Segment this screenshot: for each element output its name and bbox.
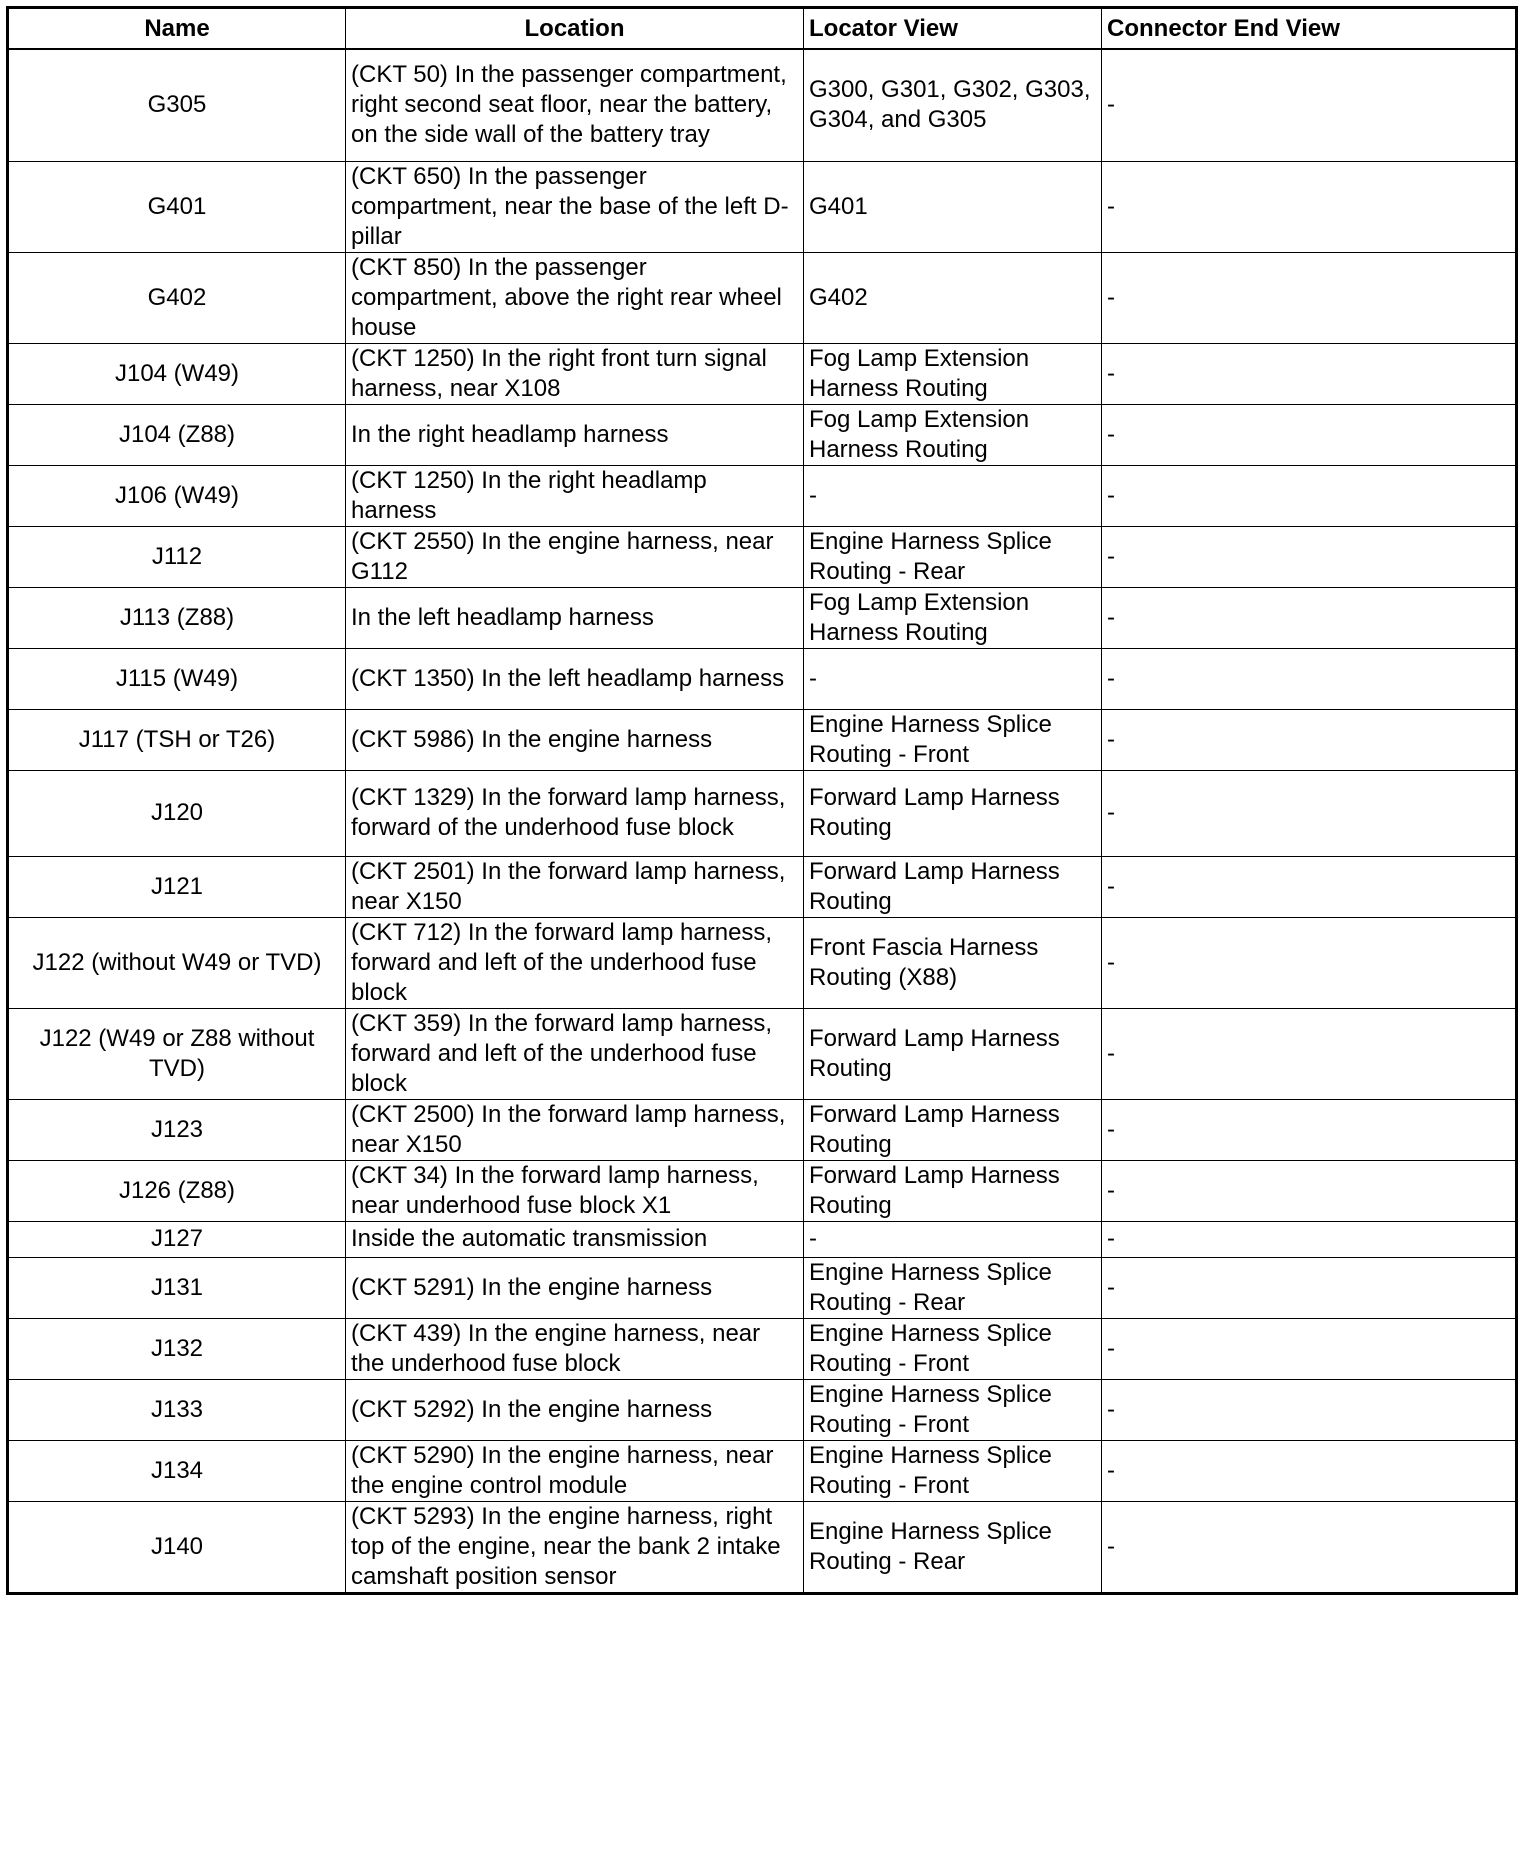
cell-locator-view: - [804, 1221, 1102, 1257]
cell-name: J115 (W49) [8, 648, 346, 709]
table-row [8, 1318, 1517, 1379]
cell-connector-end-view: - [1102, 709, 1517, 770]
table-row [8, 1440, 1517, 1501]
cell-name: J127 [8, 1221, 346, 1257]
cell-connector-end-view: - [1102, 1257, 1517, 1318]
cell-name: J117 (TSH or T26) [8, 709, 346, 770]
cell-locator-view: Fog Lamp Extension Harness Routing [804, 404, 1102, 465]
cell-locator-view: Engine Harness Splice Routing - Rear [804, 526, 1102, 587]
table-row [8, 1379, 1517, 1440]
cell-name: J131 [8, 1257, 346, 1318]
column-header-location: Location [346, 8, 804, 50]
cell-connector-end-view: - [1102, 252, 1517, 343]
cell-connector-end-view: - [1102, 1160, 1517, 1221]
column-header-name: Name [8, 8, 346, 50]
cell-name: J120 [8, 770, 346, 856]
cell-location: (CKT 2500) In the forward lamp harness, near X150 [346, 1099, 804, 1160]
cell-locator-view: Engine Harness Splice Routing - Rear [804, 1257, 1102, 1318]
cell-location: Inside the automatic transmission [346, 1221, 804, 1257]
cell-location: (CKT 5290) In the engine harness, near the engine control module [346, 1440, 804, 1501]
cell-location: In the right headlamp harness [346, 404, 804, 465]
cell-location: (CKT 50) In the passenger compartment, right second seat floor, near the battery, on the side wall of the battery tray [346, 49, 804, 161]
cell-name: J104 (Z88) [8, 404, 346, 465]
cell-locator-view: Forward Lamp Harness Routing [804, 1099, 1102, 1160]
cell-location: (CKT 5986) In the engine harness [346, 709, 804, 770]
cell-locator-view: G402 [804, 252, 1102, 343]
column-header-locator-view: Locator View [804, 8, 1102, 50]
cell-connector-end-view: - [1102, 1318, 1517, 1379]
table-row [8, 709, 1517, 770]
cell-locator-view: Engine Harness Splice Routing - Front [804, 709, 1102, 770]
cell-connector-end-view: - [1102, 1501, 1517, 1593]
table-row [8, 770, 1517, 856]
cell-name: G305 [8, 49, 346, 161]
cell-connector-end-view: - [1102, 1379, 1517, 1440]
cell-location: (CKT 359) In the forward lamp harness, forward and left of the underhood fuse block [346, 1008, 804, 1099]
cell-name: J121 [8, 856, 346, 917]
table-row [8, 1160, 1517, 1221]
cell-locator-view: Forward Lamp Harness Routing [804, 1008, 1102, 1099]
cell-name: J126 (Z88) [8, 1160, 346, 1221]
table-row [8, 917, 1517, 1008]
table-row [8, 587, 1517, 648]
cell-connector-end-view: - [1102, 526, 1517, 587]
cell-name: J104 (W49) [8, 343, 346, 404]
cell-locator-view: Front Fascia Harness Routing (X88) [804, 917, 1102, 1008]
cell-connector-end-view: - [1102, 770, 1517, 856]
cell-locator-view: Forward Lamp Harness Routing [804, 1160, 1102, 1221]
cell-connector-end-view: - [1102, 1221, 1517, 1257]
cell-location: (CKT 439) In the engine harness, near the underhood fuse block [346, 1318, 804, 1379]
cell-connector-end-view: - [1102, 1008, 1517, 1099]
header-row [8, 8, 1517, 50]
cell-name: J113 (Z88) [8, 587, 346, 648]
table-row [8, 1099, 1517, 1160]
cell-connector-end-view: - [1102, 404, 1517, 465]
cell-connector-end-view: - [1102, 1099, 1517, 1160]
cell-location: (CKT 650) In the passenger compartment, near the base of the left D-pillar [346, 161, 804, 252]
cell-connector-end-view: - [1102, 917, 1517, 1008]
splice-ground-location-table [6, 6, 1518, 1595]
cell-locator-view: Fog Lamp Extension Harness Routing [804, 343, 1102, 404]
table-row [8, 648, 1517, 709]
cell-name: J122 (W49 or Z88 without TVD) [8, 1008, 346, 1099]
cell-location: (CKT 5293) In the engine harness, right top of the engine, near the bank 2 intake camshaft position sensor [346, 1501, 804, 1593]
table-row [8, 1501, 1517, 1593]
table-row [8, 526, 1517, 587]
table-row [8, 49, 1517, 161]
cell-location: In the left headlamp harness [346, 587, 804, 648]
cell-connector-end-view: - [1102, 648, 1517, 709]
cell-connector-end-view: - [1102, 49, 1517, 161]
cell-locator-view: G300, G301, G302, G303, G304, and G305 [804, 49, 1102, 161]
cell-location: (CKT 34) In the forward lamp harness, near underhood fuse block X1 [346, 1160, 804, 1221]
table-row [8, 1008, 1517, 1099]
cell-name: J123 [8, 1099, 346, 1160]
cell-locator-view: Engine Harness Splice Routing - Front [804, 1440, 1102, 1501]
table-row [8, 465, 1517, 526]
cell-name: J132 [8, 1318, 346, 1379]
cell-location: (CKT 5291) In the engine harness [346, 1257, 804, 1318]
cell-connector-end-view: - [1102, 587, 1517, 648]
cell-name: G401 [8, 161, 346, 252]
table-row [8, 1221, 1517, 1257]
cell-location: (CKT 850) In the passenger compartment, above the right rear wheel house [346, 252, 804, 343]
cell-name: J122 (without W49 or TVD) [8, 917, 346, 1008]
table-body [8, 49, 1517, 1593]
cell-location: (CKT 1350) In the left headlamp harness [346, 648, 804, 709]
cell-location: (CKT 1329) In the forward lamp harness, forward of the underhood fuse block [346, 770, 804, 856]
table-row [8, 161, 1517, 252]
cell-locator-view: Engine Harness Splice Routing - Rear [804, 1501, 1102, 1593]
table-row [8, 856, 1517, 917]
cell-name: J106 (W49) [8, 465, 346, 526]
cell-location: (CKT 712) In the forward lamp harness, forward and left of the underhood fuse block [346, 917, 804, 1008]
cell-connector-end-view: - [1102, 1440, 1517, 1501]
cell-name: J140 [8, 1501, 346, 1593]
cell-locator-view: G401 [804, 161, 1102, 252]
cell-name: J112 [8, 526, 346, 587]
cell-connector-end-view: - [1102, 343, 1517, 404]
table-row [8, 404, 1517, 465]
cell-location: (CKT 5292) In the engine harness [346, 1379, 804, 1440]
column-header-connector-end-view: Connector End View [1102, 8, 1517, 50]
cell-name: G402 [8, 252, 346, 343]
cell-name: J133 [8, 1379, 346, 1440]
cell-locator-view: - [804, 648, 1102, 709]
cell-locator-view: - [804, 465, 1102, 526]
table-row [8, 1257, 1517, 1318]
cell-connector-end-view: - [1102, 856, 1517, 917]
table-row [8, 252, 1517, 343]
cell-connector-end-view: - [1102, 465, 1517, 526]
table-row [8, 343, 1517, 404]
cell-locator-view: Forward Lamp Harness Routing [804, 770, 1102, 856]
cell-name: J134 [8, 1440, 346, 1501]
cell-location: (CKT 2501) In the forward lamp harness, near X150 [346, 856, 804, 917]
cell-location: (CKT 1250) In the right headlamp harness [346, 465, 804, 526]
cell-locator-view: Forward Lamp Harness Routing [804, 856, 1102, 917]
table-header [8, 8, 1517, 50]
cell-location: (CKT 2550) In the engine harness, near G112 [346, 526, 804, 587]
cell-location: (CKT 1250) In the right front turn signal harness, near X108 [346, 343, 804, 404]
cell-locator-view: Engine Harness Splice Routing - Front [804, 1318, 1102, 1379]
cell-connector-end-view: - [1102, 161, 1517, 252]
cell-locator-view: Engine Harness Splice Routing - Front [804, 1379, 1102, 1440]
cell-locator-view: Fog Lamp Extension Harness Routing [804, 587, 1102, 648]
